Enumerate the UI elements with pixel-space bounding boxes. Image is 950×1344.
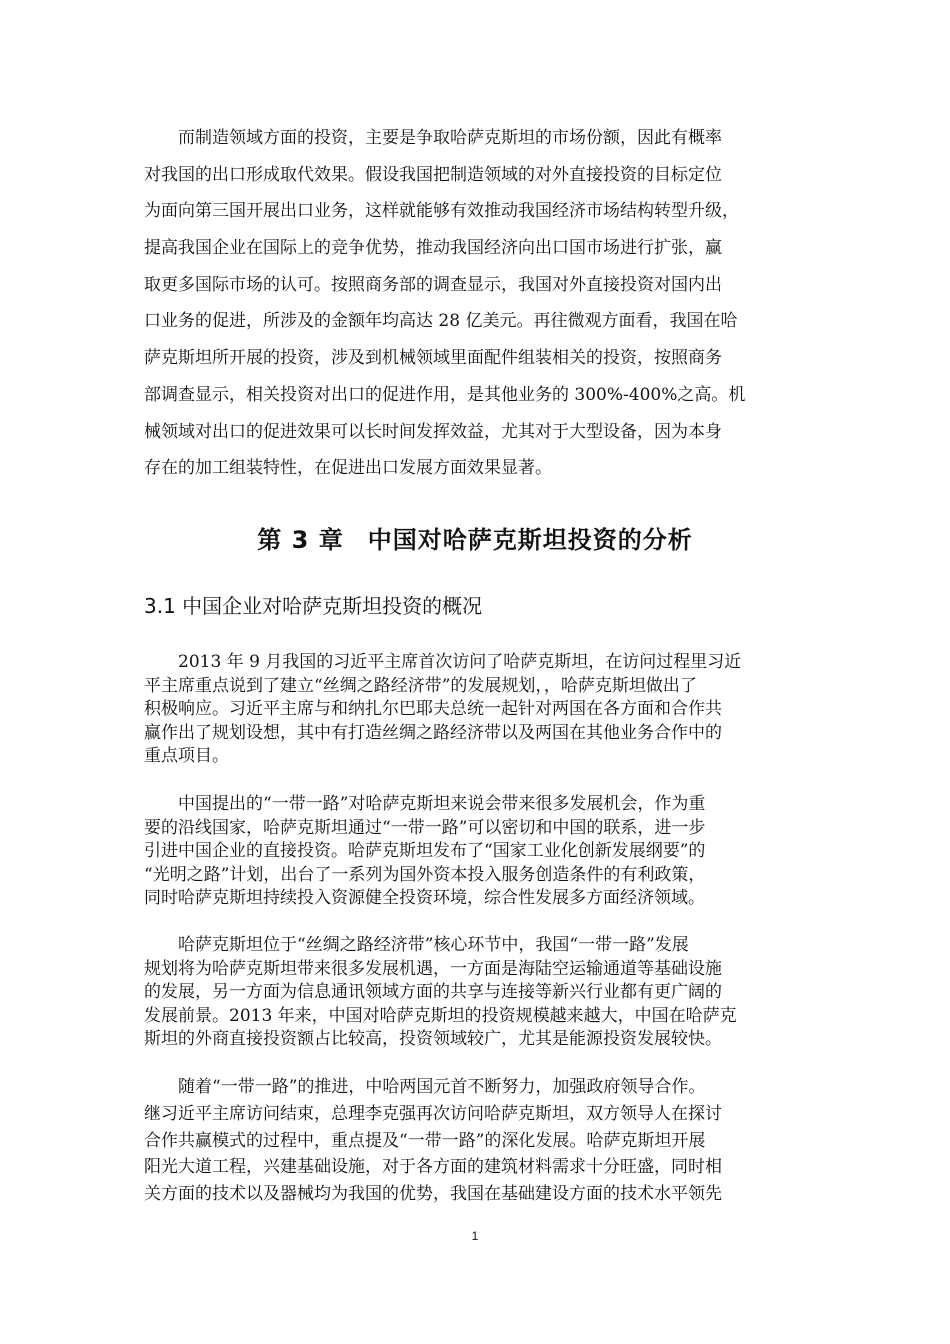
text-line: 要的沿线国家，哈萨克斯坦通过“一带一路”可以密切和中国的联系，进一步 (144, 817, 706, 838)
text-line: 关方面的技术以及器械均为我国的优势，我国在基础建设方面的技术水平领先 (144, 1184, 722, 1205)
text-line: 械领域对出口的促进效果可以长时间发挥效益，尤其对于大型设备，因为本身 (144, 421, 722, 442)
text-line: 哈萨克斯坦位于“丝绸之路经济带”核心环节中，我国“一带一路”发展 (144, 935, 689, 955)
text-line: 的发展，另一方面为信息通讯领域方面的共享与连接等新兴行业都有更广阔的 (144, 982, 722, 1003)
text-line: 取更多国际市场的认可。按照商务部的调查显示，我国对外直接投资对国内出 (144, 274, 722, 295)
chapter-heading (0, 520, 950, 560)
text-line: 提高我国企业在国际上的竞争优势，推动我国经济向出口国市场进行扩张，赢 (144, 238, 722, 259)
text-line: 引进中国企业的直接投资。哈萨克斯坦发布了“国家工业化创新发展纲要”的 (144, 841, 706, 862)
text-line: 存在的加工组装特性，在促进出口发展方面效果显著。 (144, 458, 552, 479)
text-line: 为面向第三国开展出口业务，这样就能够有效推动我国经济市场结构转型升级， (144, 201, 739, 222)
text-line: 而制造领域方面的投资，主要是争取哈萨克斯坦的市场份额，因此有概率 (144, 128, 722, 148)
text-line: 积极响应。习近平主席与和纳扎尔巴耶夫总统一起针对两国在各方面和合作共 (144, 699, 722, 720)
chapter-number: 第 3 章 (257, 526, 344, 554)
text-line: 发展前景。2013 年来，中国对哈萨克斯坦的投资规模越来越大，中国在哈萨克 (144, 1005, 737, 1026)
chapter-title-text: 中国对哈萨克斯坦投资的分析 (367, 526, 693, 554)
text-line: 继习近平主席访问结束，总理李克强再次访问哈萨克斯坦，双方领导人在探讨 (144, 1103, 722, 1124)
text-line: 同时哈萨克斯坦持续投入资源健全投资环境，综合性发展多方面经济领域。 (144, 888, 705, 909)
text-line: 斯坦的外商直接投资额占比较高，投资领域较广，尤其是能源投资发展较快。 (144, 1029, 722, 1050)
text-line: 随着“一带一路”的推进，中哈两国元首不断努力，加强政府领导合作。 (144, 1077, 706, 1097)
paragraph-3 (144, 934, 806, 1052)
text-line: 2013 年 9 月我国的习近平主席首次访问了哈萨克斯坦，在访问过程里习近 (144, 652, 742, 672)
section-heading: 3.1 中国企业对哈萨克斯坦投资的概况 (144, 594, 483, 618)
text-line: 对我国的出口形成取代效果。假设我国把制造领域的对外直接投资的目标定位 (144, 164, 722, 185)
text-line: 口业务的促进，所涉及的金额年均高达 28 亿美元。再往微观方面看，我国在哈 (144, 311, 738, 332)
text-line: 合作共赢模式的过程中，重点提及“一带一路”的深化发展。哈萨克斯坦开展 (144, 1130, 706, 1151)
text-line: 萨克斯坦所开展的投资，涉及到机械领域里面配件组装相关的投资，按照商务 (144, 348, 722, 369)
text-line: “光明之路”计划，出台了一系列为国外资本投入服务创造条件的有利政策， (144, 864, 706, 885)
text-line: 部调查显示，相关投资对出口的促进作用，是其他业务的 300%-400%之高。机 (144, 384, 746, 405)
text-line: 规划将为哈萨克斯坦带来很多发展机遇，一方面是海陆空运输通道等基础设施 (144, 958, 722, 979)
text-line: 平主席重点说到了建立“丝绸之路经济带”的发展规划，，哈萨克斯坦做出了 (144, 675, 697, 696)
page-number: 1 (471, 1229, 479, 1243)
text-line: 赢作出了规划设想，其中有打造丝绸之路经济带以及两国在其他业务合作中的 (144, 722, 722, 743)
paragraph-1 (144, 651, 806, 769)
text-line: 阳光大道工程，兴建基础设施，对于各方面的建筑材料需求十分旺盛，同时相 (144, 1157, 722, 1178)
text-line: 重点项目。 (144, 746, 229, 767)
intro-paragraph (144, 120, 806, 487)
text-line: 中国提出的“一带一路”对哈萨克斯坦来说会带来很多发展机会，作为重 (144, 794, 706, 814)
paragraph-4 (144, 1074, 806, 1208)
paragraph-2 (144, 793, 806, 911)
